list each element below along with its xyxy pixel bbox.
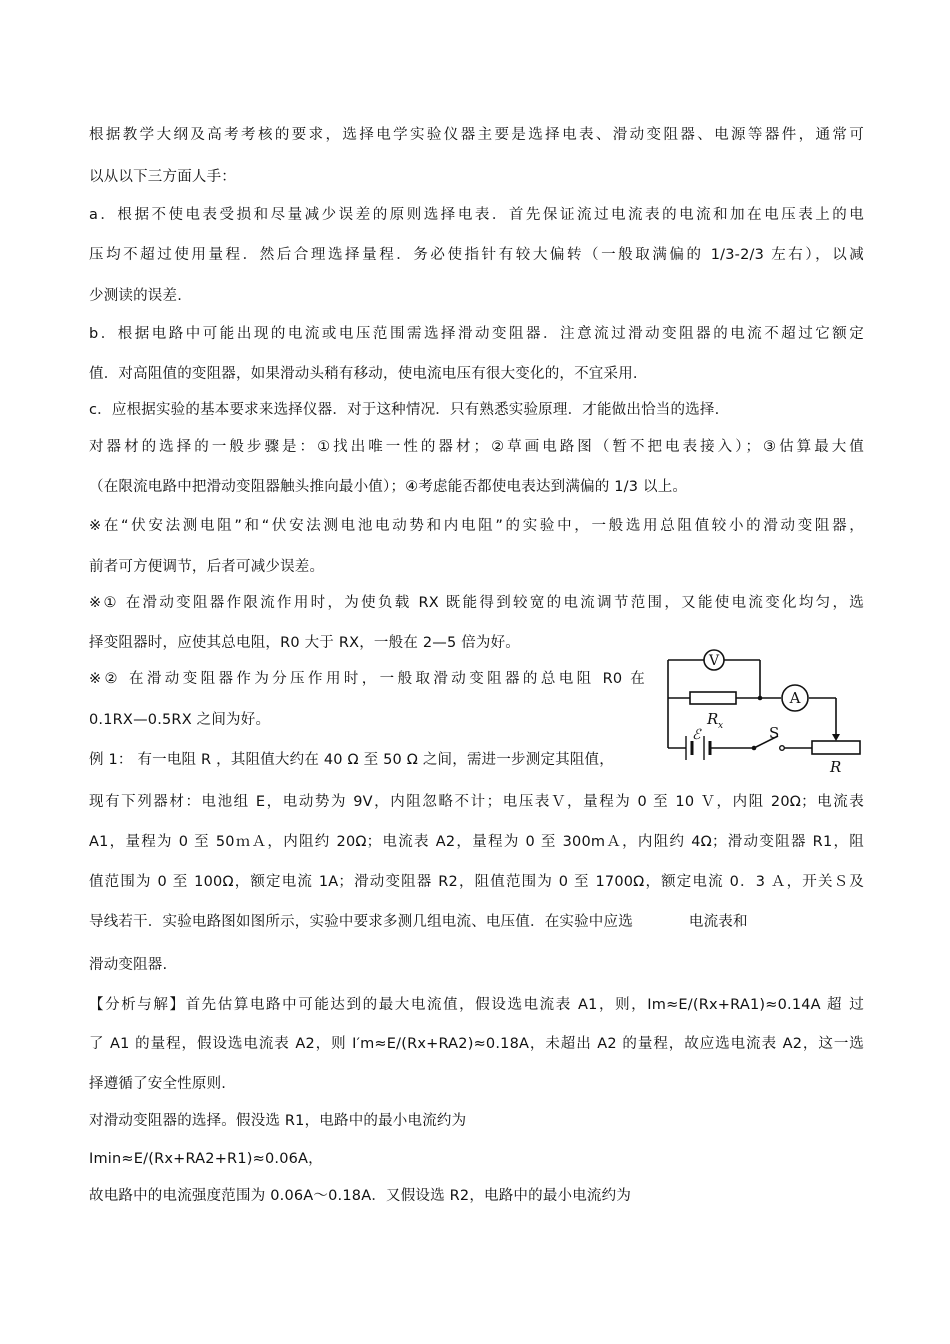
paragraph-line-11: ※在“伏安法测电阻”和“伏安法测电池电动势和内电阻”的实验中，一般选用总阻值较小的滑动变阻器， — [89, 518, 864, 534]
switch-label: S — [769, 724, 780, 742]
paragraph-line-22: 滑动变阻器. — [89, 957, 168, 973]
paragraph-line-4: 压均不超过使用量程．然后合理选择量程．务必使指针有较大偏转（一般取满偏的 1/3-2/3 左右），以减 — [89, 247, 864, 263]
paragraph-line-8: c．应根据实验的基本要求来选择仪器．对于这种情况．只有熟悉实验原理．才能做出恰当的选择. — [89, 402, 720, 418]
paragraph-line-23: 【分析与解】首先估算电路中可能达到的最大电流值，假设选电流表 A1，则，Im≈E/(Rx+RA1)≈0.14A 超 过 — [89, 997, 864, 1013]
battery-label: ℰ — [692, 727, 701, 743]
paragraph-line-9: 对器材的选择的一般步骤是：①找出唯一性的器材；②草画电路图（暂不把电表接入）；③估算最大值 — [89, 439, 864, 455]
paragraph-line-10: （在限流电路中把滑动变阻器触头推向最小值）；④考虑能否都使电表达到满偏的 1/3 以上。 — [89, 479, 688, 495]
paragraph-line-15: ※② 在滑动变阻器作为分压作用时，一般取滑动变阻器的总电阻 R0 在 — [89, 671, 645, 687]
circuit-diagram — [662, 640, 862, 775]
ammeter-label: A — [789, 689, 801, 707]
switch-contact-left — [752, 746, 757, 751]
voltmeter-label: V — [708, 653, 720, 669]
rheostat-label: R — [830, 758, 842, 775]
paragraph-line-24: 了 A1 的量程，假设选电流表 A2，则 I′m≈E/(Rx+RA2)≈0.18A，未超出 A2 的量程，故应选电流表 A2，这一选 — [89, 1036, 864, 1052]
paragraph-line-20: 值范围为 0 至 100Ω，额定电流 1A；滑动变阻器 R2，阻值范围为 0 至 1700Ω，额定电流 0．3 Ａ，开关Ｓ及 — [89, 874, 864, 890]
paragraph-line-2: 以从以下三方面人手： — [89, 169, 236, 185]
rheostat-body — [812, 741, 860, 754]
paragraph-line-14: 择变阻器时，应使其总电阻，R0 大于 RX，一般在 2—5 倍为好。 — [89, 635, 520, 651]
resistor-rx — [690, 692, 736, 704]
paragraph-line-6: b．根据电路中可能出现的电流或电压范围需选择滑动变阻器．注意流过滑动变阻器的电流不超过它额定 — [89, 326, 864, 342]
paragraph-line-5: 少测读的误差. — [89, 288, 183, 304]
question-text-tail: 电流表和 — [688, 914, 748, 930]
circuit-svg — [662, 640, 862, 775]
paragraph-line-12: 前者可方便调节，后者可减少误差。 — [89, 559, 325, 575]
resistor-rx-subscript: x — [718, 721, 724, 731]
question-text: 导线若干．实验电路图如图所示，实验中要求多测几组电流、电压值．在实验中应选 — [89, 914, 633, 930]
paragraph-line-21 — [89, 912, 748, 932]
rheostat-slider-arrow — [832, 734, 840, 741]
paragraph-line-26: 对滑动变阻器的选择。假没选 R1，电路中的最小电流约为 — [89, 1113, 467, 1129]
paragraph-line-28: 故电路中的电流强度范围为 0.06A～0.18A．又假设选 R2，电路中的最小电流约为 — [89, 1188, 632, 1204]
paragraph-line-1: 根据教学大纲及高考考核的要求，选择电学实验仪器主要是选择电表、滑动变阻器、电源等器件，通常可 — [89, 127, 864, 143]
paragraph-line-3: a．根据不使电表受损和尽量减少误差的原则选择电表．首先保证流过电流表的电流和加在电压表上的电 — [89, 207, 864, 223]
paragraph-line-27: Imin≈E/(Rx+RA2+R1)≈0.06A， — [89, 1151, 323, 1167]
switch-contact-right — [780, 746, 785, 751]
paragraph-line-25: 择遵循了安全性原则. — [89, 1076, 227, 1092]
paragraph-line-16: 0.1RX—0.5RX 之间为好。 — [89, 712, 271, 728]
resistor-rx-label: R — [707, 710, 719, 728]
paragraph-line-13: ※① 在滑动变阻器作限流作用时，为使负载 RX 既能得到较宽的电流调节范围，又能使电流变化均匀，选 — [89, 595, 864, 611]
paragraph-line-19: A1，量程为 0 至 50ｍＡ，内阻约 20Ω；电流表 A2，量程为 0 至 300mＡ，内阻约 4Ω；滑动变阻器 R1，阻 — [89, 834, 864, 850]
paragraph-line-17: 例 1： 有一电阻 R ，其阻值大约在 40 Ω 至 50 Ω 之间，需进一步测定其阻值， — [89, 752, 614, 768]
paragraph-line-7: 值．对高阻值的变阻器，如果滑动头稍有移动，使电流电压有很大变化的，不宜采用. — [89, 366, 638, 382]
paragraph-line-18: 现有下列器材：电池组 E，电动势为 9V，内阻忽略不计；电压表Ｖ，量程为 0 至 10 Ｖ，内阻 20Ω；电流表 — [89, 794, 864, 810]
